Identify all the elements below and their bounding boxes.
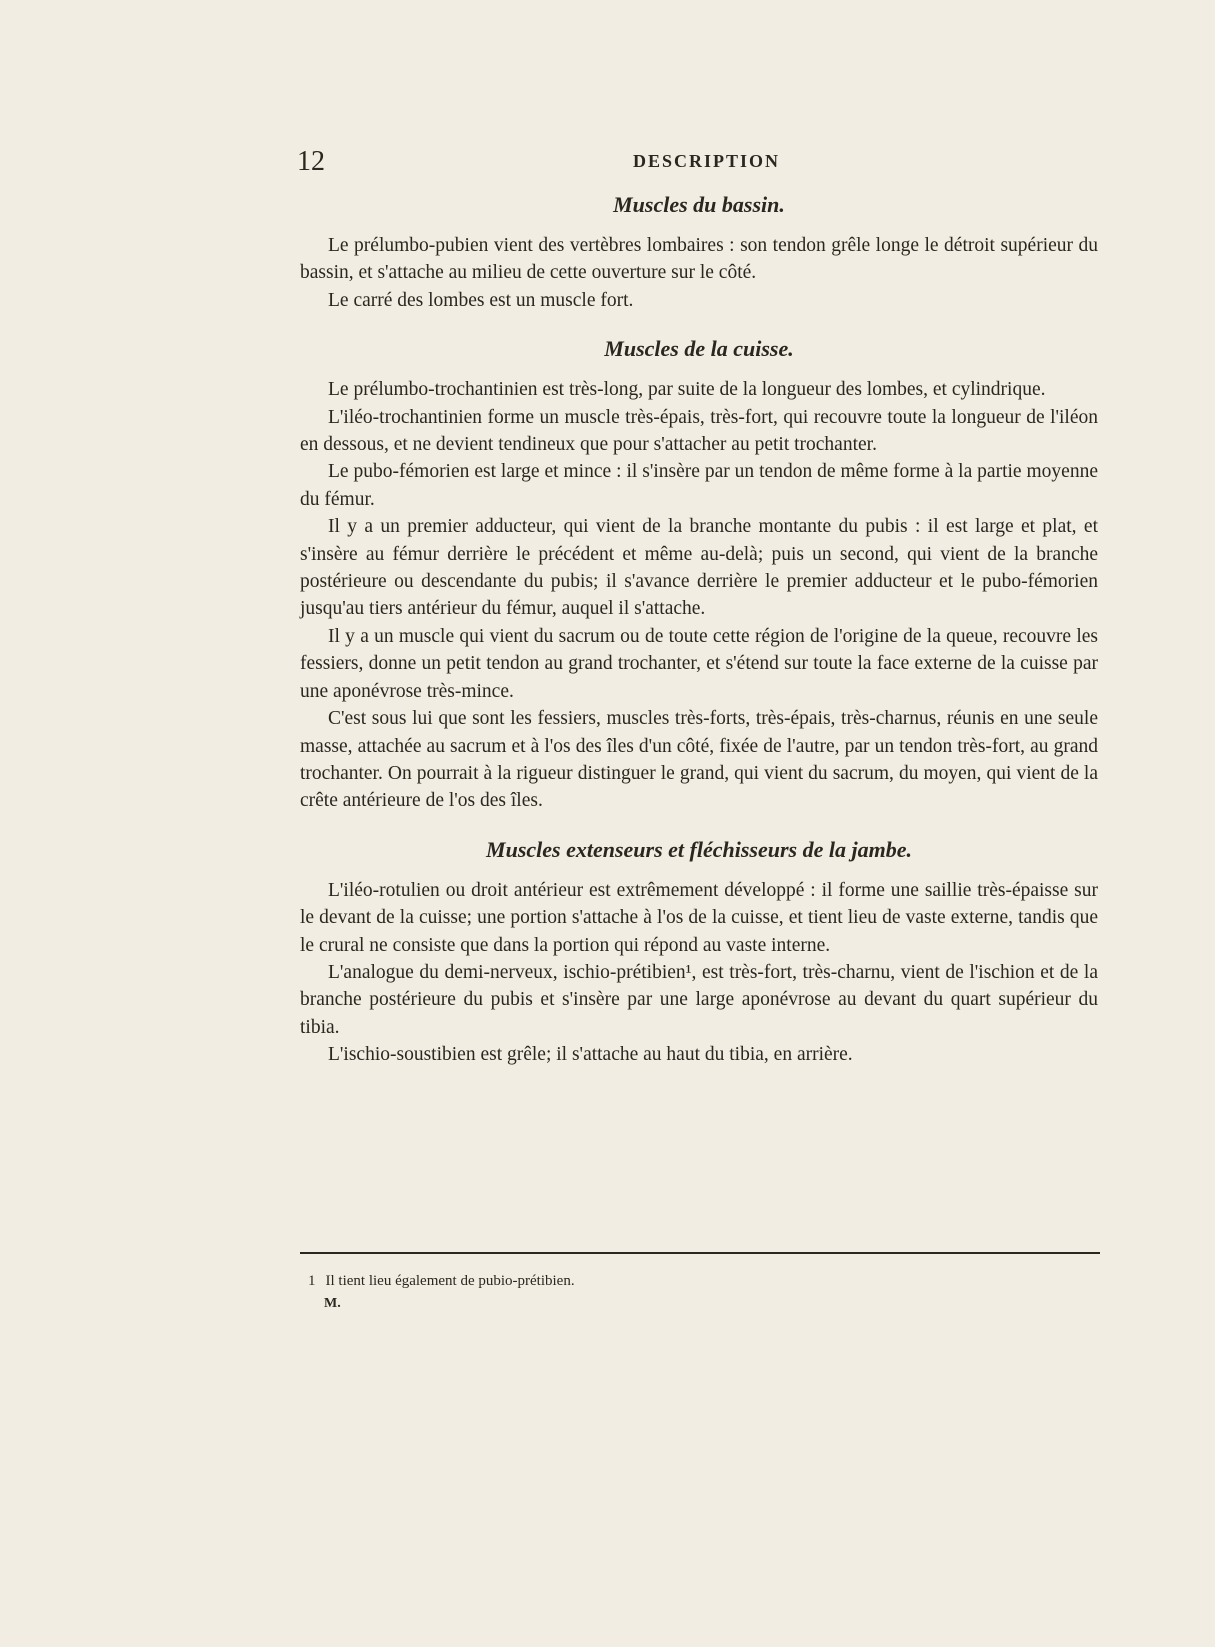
footnote bbox=[308, 1270, 575, 1292]
paragraph: Le prélumbo-trochantinien est très-long, par suite de la longueur des lombes, et cylindrique. bbox=[328, 379, 1046, 401]
paragraph: L'ischio-soustibien est grêle; il s'attache au haut du tibia, en arrière. bbox=[328, 1044, 853, 1066]
paragraph: L'analogue du demi-nerveux, ischio-prétibien¹, est très-fort, très-charnu, vient de l'ischion et de la branche postérieure du pubis et s'insère par une large aponévrose au devant du quart supérieur du tibia. bbox=[300, 961, 1098, 1038]
paragraph: L'iléo-rotulien ou droit antérieur est extrêmement développé : il forme une saillie très-épaisse sur le devant de la cuisse; une portion s'attache à l'os de la cuisse, et tient lieu de vaste externe, tandis que le crural ne consiste que dans la portion qui répond au vaste interne. bbox=[300, 879, 1098, 956]
paragraph: Il y a un muscle qui vient du sacrum ou de toute cette région de l'origine de la queue, recouvre les fessiers, donne un petit tendon au grand trochanter, et s'étend sur toute la face externe de la cuisse par une aponévrose très-mince. bbox=[300, 625, 1098, 702]
page-body bbox=[300, 190, 1098, 1069]
footnote-divider bbox=[300, 1252, 1100, 1254]
section-jambe bbox=[300, 835, 1098, 1069]
paragraph: Le carré des lombes est un muscle fort. bbox=[328, 289, 634, 311]
paragraph: L'iléo-trochantinien forme un muscle très-épais, très-fort, qui recouvre toute la longueur de l'iléon en dessous, et ne devient tendineux que pour s'attacher au petit trochanter. bbox=[300, 406, 1098, 456]
section-bassin bbox=[300, 190, 1098, 314]
section-cuisse bbox=[300, 334, 1098, 815]
paragraph: Le pubo-fémorien est large et mince : il s'insère par un tendon de même forme à la partie moyenne du fémur. bbox=[300, 461, 1098, 510]
section-heading: Muscles du bassin. bbox=[613, 192, 785, 217]
page-header bbox=[297, 145, 1100, 185]
footnote-signature: M. bbox=[324, 1296, 341, 1311]
section-heading: Muscles de la cuisse. bbox=[604, 336, 794, 362]
footnote-mark: 1 bbox=[308, 1273, 316, 1289]
page-number: 12 bbox=[297, 146, 325, 177]
section-heading: Muscles extenseurs et fléchisseurs de la jambe. bbox=[486, 836, 912, 862]
footnote-text: Il tient lieu également de pubio-prétibien. bbox=[325, 1273, 575, 1289]
paragraph: C'est sous lui que sont les fessiers, muscles très-forts, très-épais, très-charnus, réunis en une seule masse, attachée au sacrum et à l'os des îles d'un côté, fixée de l'autre, par un tendon très-fort, au grand trochanter. On pourrait à la rigueur distinguer le grand, qui vient du sacrum, du moyen, qui vient de la crête antérieure de l'os des îles. bbox=[300, 708, 1098, 812]
paragraph: Il y a un premier adducteur, qui vient de la branche montante du pubis : il est large et plat, et s'insère au fémur derrière le précédent et même au-delà; puis un second, qui vient de la branche postérieure ou descendante du pubis; il s'avance derrière le premier adducteur et le pubo-fémorien jusqu'au tiers antérieur du fémur, auquel il s'attache. bbox=[300, 516, 1098, 620]
running-title: DESCRIPTION bbox=[633, 151, 781, 171]
paragraph: Le prélumbo-pubien vient des vertèbres lombaires : son tendon grêle longe le détroit supérieur du bassin, et s'attache au milieu de cette ouverture sur le côté. bbox=[300, 235, 1098, 284]
